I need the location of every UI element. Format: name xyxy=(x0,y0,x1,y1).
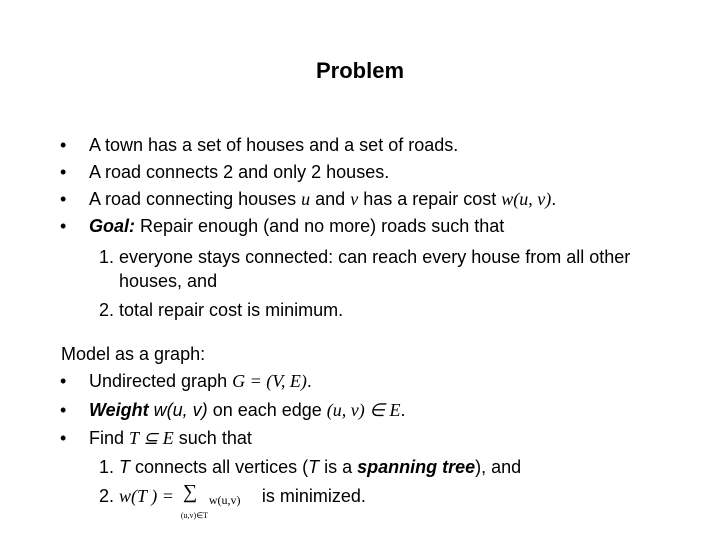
bullet-icon: • xyxy=(60,371,67,391)
bullet-icon: • xyxy=(60,428,67,448)
slide-title: Problem xyxy=(315,58,405,83)
bullet-icon: • xyxy=(60,135,67,155)
sum-term: w(u,v) xyxy=(208,493,241,507)
sigma-symbol: ∑ xyxy=(182,481,198,503)
goal-item-1: 1. everyone stays connected: can reach every house from all other xyxy=(99,247,631,267)
model-heading: Model as a graph: xyxy=(61,344,206,364)
problem-text-1: A town has a set of houses and a set of roads. xyxy=(89,135,459,155)
bullet-icon: • xyxy=(60,216,67,236)
model-text-1: Undirected graph G = (V, E). xyxy=(89,371,312,391)
bullet-icon: • xyxy=(60,189,67,209)
summation-formula xyxy=(179,481,257,520)
goal-item-1-cont: houses, and xyxy=(119,271,218,291)
goal-item-2: 2. total repair cost is minimum. xyxy=(99,300,344,320)
model-text-3: Find T ⊆ E such that xyxy=(89,428,252,448)
bullet-icon: • xyxy=(60,400,67,420)
model-item-1: 1. T connects all vertices (T is a spanning tree), and xyxy=(99,457,522,477)
bullet-icon: • xyxy=(60,162,67,182)
model-item-2: 2. w(T ) = ∑ (u,v)∈T w(u,v) is minimized. xyxy=(99,484,366,508)
sum-subscript: (u,v)∈T xyxy=(180,511,209,520)
problem-text-2: A road connects 2 and only 2 houses. xyxy=(89,162,390,182)
model-text-2: Weight w(u, v) on each edge (u, v) ∈ E. xyxy=(89,400,406,420)
problem-text-4: Goal: Repair enough (and no more) roads such that xyxy=(89,216,505,236)
problem-text-3: A road connecting houses u and v has a repair cost w(u, v). xyxy=(89,189,557,209)
